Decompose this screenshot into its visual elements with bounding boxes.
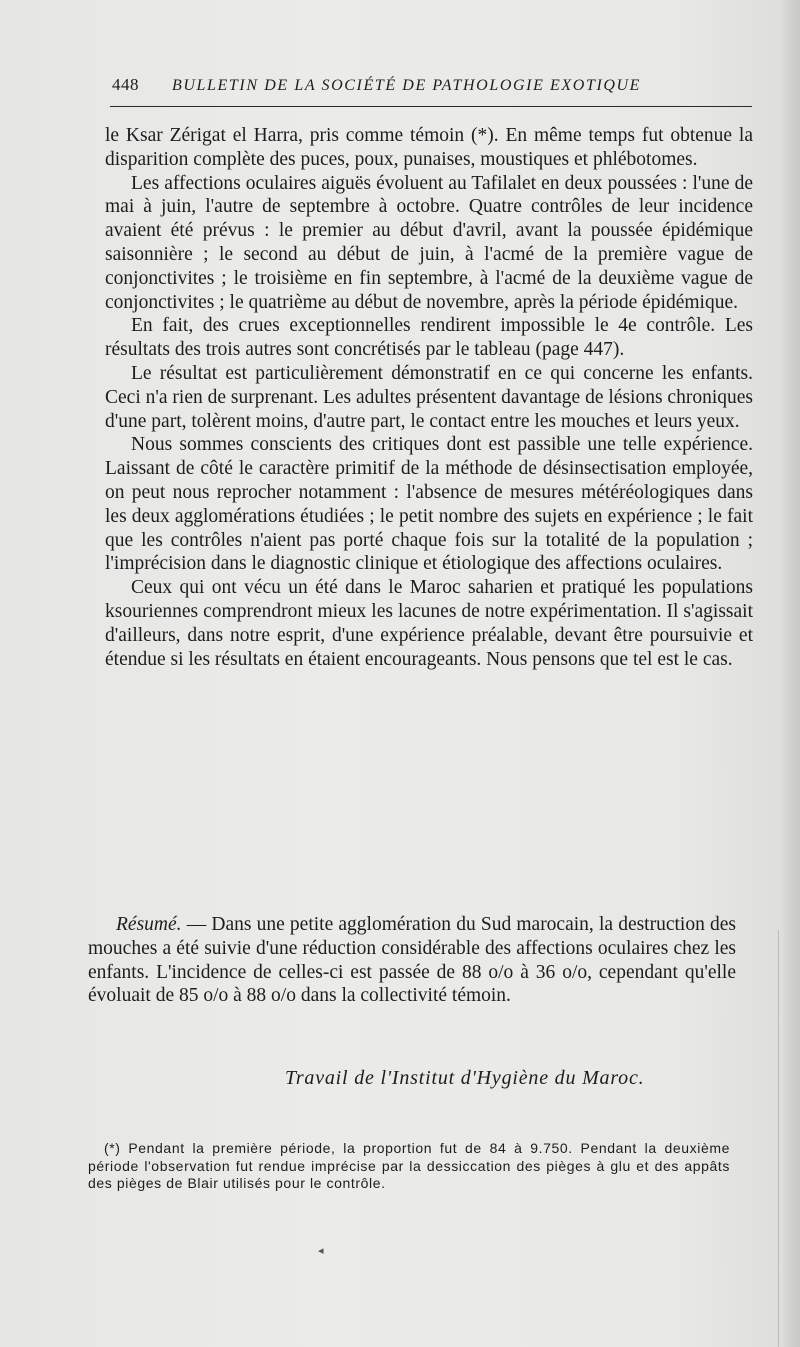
paragraph-4: Le résultat est particulièrement démonstratif en ce qui concerne les enfants. Ceci n'a rien de surprenant. Les adultes présentent davantage de lésions chroniques d'une part, tolèrent moins, d'autre part, le contact entre les mouches et leurs yeux. (105, 362, 753, 432)
page-number: 448 (112, 75, 139, 94)
header-rule (110, 106, 752, 107)
article-body (105, 124, 753, 671)
footnote-text: (*) Pendant la première période, la proportion fut de 84 à 9.750. Pendant la deuxième période l'observation fut rendue imprécise par la dessiccation des pièges à glu et des appâts des pièges de Blair utilisés pour le contrôle. (88, 1140, 730, 1191)
summary-text: — Dans une petite agglomération du Sud marocain, la destruction des mouches a été suivie d'une réduction considérable des affections oculaires chez les enfants. L'incidence de celles-ci est passée de 88 o/o à 36 o/o, cependant qu'elle évoluait de 85 o/o à 88 o/o dans la collectivité témoin. (88, 914, 736, 1007)
institution-signature: Travail de l'Institut d'Hygiène du Maroc. (285, 1067, 645, 1089)
page-edge-shadow (778, 0, 800, 1347)
paragraph-5: Nous sommes conscients des critiques dont est passible une telle expérience. Laissant de côté le caractère primitif de la méthode de désinsectisation employée, on peut nous reprocher notamment : l'absence de mesures météréologiques dans les deux agglomérations étudiées ; le petit nombre des sujets en expérience ; le fait que les contrôles n'aient pas porté chaque fois sur la totalité de la population ; l'imprécision dans le diagnostic clinique et étiologique des affections oculaires. (105, 434, 753, 575)
summary-paragraph (88, 913, 736, 1008)
page-header (112, 75, 752, 101)
summary-section (88, 913, 736, 1008)
paragraph-2: Les affections oculaires aiguës évoluent au Tafilalet en deux poussées : l'une de mai à juin, l'autre de septembre à octobre. Quatre contrôles de leur incidence avaient été prévus : le premier au début d'avril, avant la poussée épidémique saisonnière ; le second au début de juin, à l'acmé de la première vague de conjonctivites ; le troisième en fin septembre, à l'acmé de la deuxième vague de conjonctivites ; le quatrième au début de novembre, après la période épidémique. (105, 172, 753, 313)
ink-mark: ◂ (318, 1245, 324, 1257)
summary-label: Résumé. (116, 914, 182, 935)
paragraph-6: Ceux qui ont vécu un été dans le Maroc saharien et pratiqué les populations ksouriennes comprendront mieux les lacunes de notre expérimentation. Il s'agissait d'ailleurs, dans notre esprit, d'une expérience préalable, devant être poursuivie et étendue si les résultats en étaient encourageants. Nous pensons que tel est le cas. (105, 577, 753, 670)
page-fold-line (778, 930, 779, 1347)
paragraph-3: En fait, des crues exceptionnelles rendirent impossible le 4e contrôle. Les résultats des trois autres sont concrétisés par le tableau (page 447). (105, 315, 753, 361)
footnote (88, 1140, 730, 1193)
paragraph-1: le Ksar Zérigat el Harra, pris comme témoin (*). En même temps fut obtenue la disparition complète des puces, poux, punaises, moustiques et phlébotomes. (105, 125, 753, 170)
running-title: BULLETIN DE LA SOCIÉTÉ DE PATHOLOGIE EXOTIQUE (172, 77, 642, 94)
